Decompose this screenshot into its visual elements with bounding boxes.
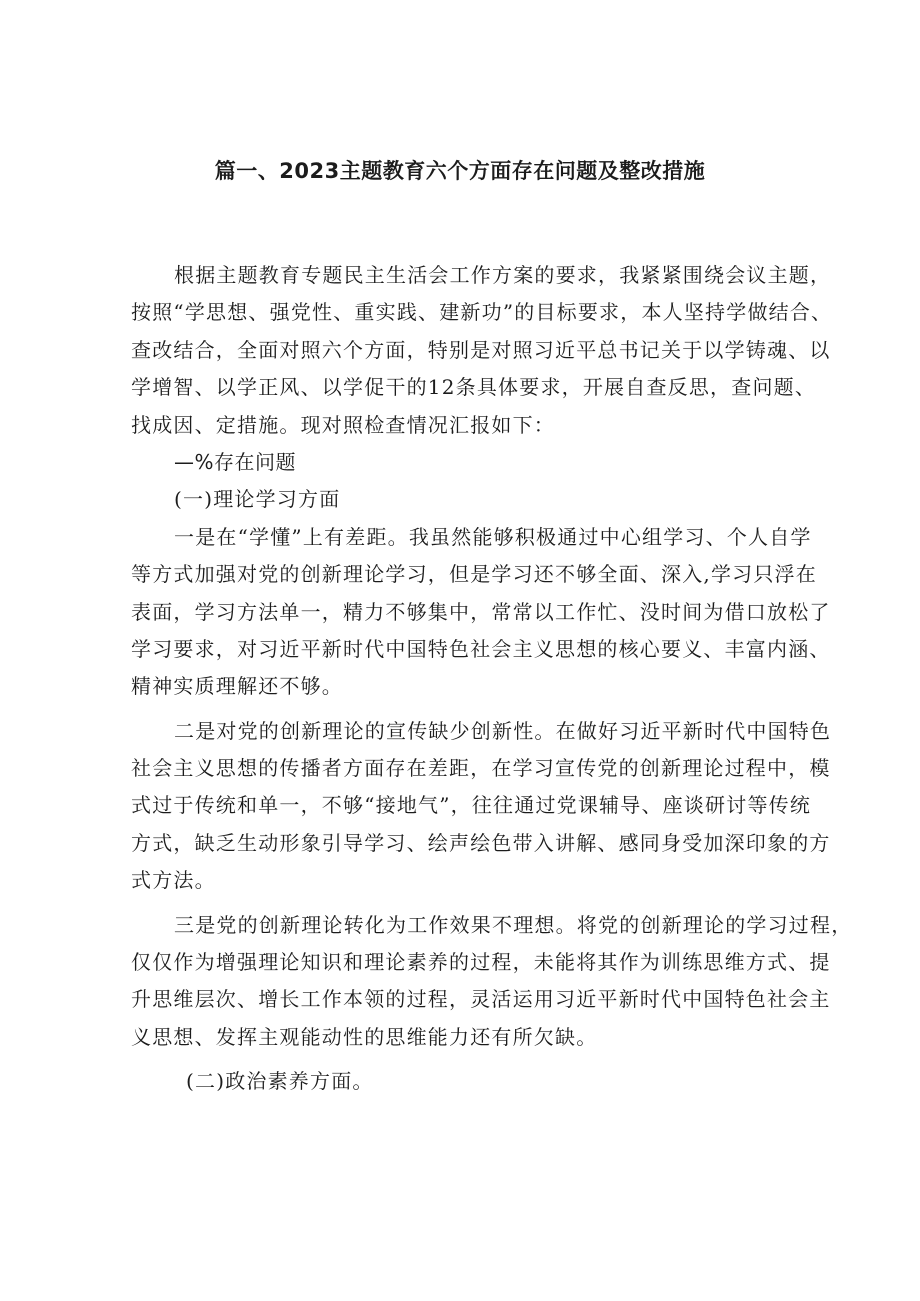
intro-line: 根据主题教育专题民主生活会工作方案的要求，我紧紧围绕会议主题， [174,263,832,287]
paragraph-line: 等方式加强对党的创新理论学习，但是学习还不够全面、深入,学习只浮在 [131,562,817,587]
paragraph-gap [131,706,803,713]
subsection-heading: (二)政治素养方面。 [186,1069,374,1094]
paragraph-gap [131,1056,803,1063]
subsection-heading: (一)理论学习方面 [174,487,341,512]
paragraph-line: 精神实质理解还不够。 [131,674,343,699]
paragraph-line: 社会主义思想的传播者方面存在差距，在学习宣传党的创新理论过程中，模 [131,756,831,781]
document-body [131,257,853,1101]
paragraph-line: 仅仅作为增强理论知识和理论素养的过程，未能将其作为训练思维方式、提 [131,950,831,975]
paragraph-gap [131,900,803,907]
paragraph-line: 表面，学习方法单一，精力不够集中，常常以工作忙、没时间为借口放松了 [131,599,831,624]
paragraph-line: 一是在“学懂”上有差距。我虽然能够积极通过中心组学习、个人自学 [174,524,812,549]
paragraph-line: 义思想、发挥主观能动性的思维能力还有所欠缺。 [131,1024,598,1049]
intro-line: 按照“学思想、强党性、重实践、建新功”的目标要求，本人坚持学做结合、 [131,300,833,325]
paragraph-line: 式过于传统和单一，不够“接地气”，往往通过党课辅导、座谈研讨等传统 [131,793,812,818]
paragraph-line: 式方法。 [131,868,216,893]
paragraph-line: 二是对党的创新理论的宣传缺少创新性。在做好习近平新时代中国特色 [174,718,832,743]
paragraph-line: 三是党的创新理论转化为工作效果不理想。将党的创新理论的学习过程， [174,912,853,937]
intro-line: 找成因、定措施。现对照检查情况汇报如下： [131,412,555,437]
document-title: 篇一、2023主题教育六个方面存在问题及整改措施 [214,159,706,183]
paragraph-line: 升思维层次、增长工作本领的过程，灵活运用习近平新时代中国特色社会主 [131,987,831,1012]
intro-line: 学增智、以学正风、以学促干的12条具体要求，开展自查反思，查问题、 [131,375,817,400]
paragraph-line: 学习要求，对习近平新时代中国特色社会主义思想的核心要义、丰富内涵、 [131,636,831,661]
paragraph-line: 方式，缺乏生动形象引导学习、绘声绘色带入讲解、感同身受加深印象的方 [131,830,831,855]
intro-line: 查改结合，全面对照六个方面，特别是对照习近平总书记关于以学铸魂、以 [131,337,831,362]
section-heading: —%存在问题 [174,449,297,474]
